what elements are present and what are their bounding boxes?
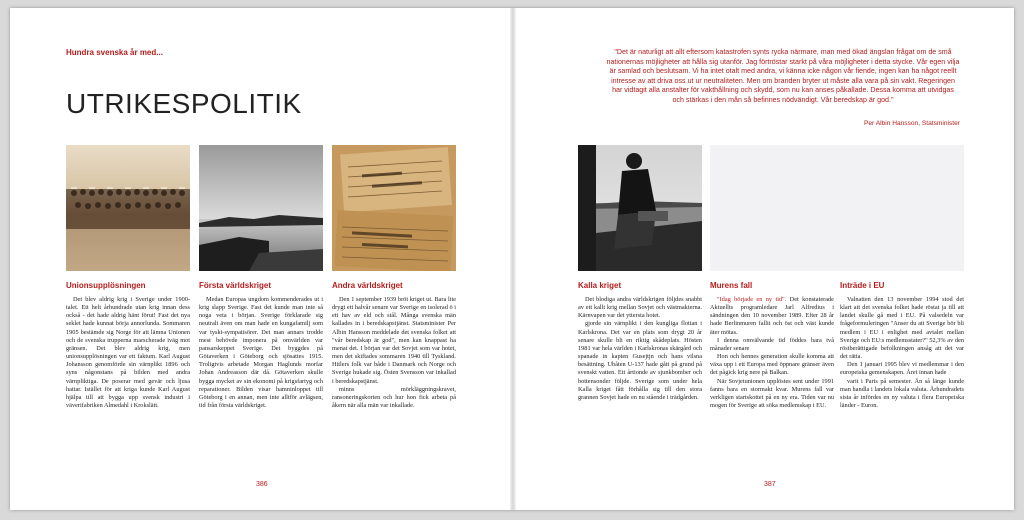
- paragraph: Det blodiga andra världskrigen följdes snabbt av ett kallt krig mellan Sovjet och västmakterna. Kärnvapen var det yttersta hotet.: [578, 296, 702, 320]
- column-heading: Unionsupplösningen: [66, 281, 146, 290]
- paragraph-text: Det konstaterade Aktuellts programledare Jarl Alfredius i sändningen den 10 november 1989. Efter 28 år hade Berlinmuren fallit och öst och väst kunde äter mötas.: [710, 296, 834, 336]
- paragraph: Den 1 januari 1995 blev vi medlemmar i den europeiska gemenskapen. Året innan hade: [840, 361, 964, 377]
- paragraph: Det blev aldrig krig i Sverige under 1900-talet. Ett helt århundrade utan krig innan dess också - det hade aldrig hänt förut! Fast det nya seklet hade kunnat börja annorlunda. Sommaren 1905 bestämde sig Norge för att lämna Unionen och de svenska trupperna marscherade iväg mot gränsen. Det blev aldrig krig, men unionsupplösningen var ett faktum. Karl August Johansson genomförde sin värnplikt 1896 och syns någonstans på bilden med andra värnpliktiga. De poserar med gevär och ljusa hattar. Istället för att kriga kunde Karl August hjälpa till att bygga upp svensk industri i väverifabriken Almedahl i Krokslätt.: [66, 296, 190, 410]
- page-number: 386: [256, 481, 268, 488]
- photo-harbor: [199, 145, 323, 271]
- paragraph: [710, 296, 834, 337]
- left-page: [10, 8, 510, 510]
- book-spread: [10, 8, 1014, 510]
- paragraph: gjorde sin värnplikt i den kungliga flottan i Karlskrona. Det var en plats som drygt 20 år senare skulle bli en riktig skådeplats. Hösten 1981 var hela världen i Karlskronas skärgård och spanade in kapten Gusejtjn och hans vilsna besättning. Ubåten U-137 hade gått på grund på svenskt vatten. Ett årtionde av sjunkbomber och bottensonder följde. Sverige som under hela Kalla kriget fått förhålla sig till den stora grannen Sovjet hade en nu stående i trädgården.: [578, 320, 702, 401]
- photo-soldiers: [66, 145, 190, 271]
- paragraph: Den 1 september 1939 bröt kriget ut. Bara lite drygt ett halvår senare var Sverige en isolerad ö i ett hav av eld och stål. Många svenska män kallades in i beredskapstjänst. Statsminister Per Albin Hansson meddelade det svenska folket att "vår beredskap är god", men kan knappast ha menat det. I början var det Sovjet som var hotet, men det skiftades sommaren 1940 till Tyskland. Hitlers folk var både i Danmark och Norge och Sverige hukade sig. Östen Svensson var inkallad i beredskapstjänst.: [332, 296, 456, 385]
- page-number: 387: [764, 481, 776, 488]
- paragraph: Hon och hennes generation skulle komma att växa upp i ett Europa med öppnare gränser även det pågick krig nere på Balkan.: [710, 353, 834, 377]
- column-text: [710, 296, 834, 410]
- column-text: [66, 296, 190, 410]
- column-heading: Kalla kriget: [578, 281, 622, 290]
- paragraph: Valnatten den 13 november 1994 stod det klart att det svenska folket hade röstat ja till att landet skulle gå med i EU. På valsedeln var frågeformuleringen "Anser du att Sverige bör bli medlem i EU i enlighet med avtalet mellan Sverige och EU:s medlemsstater?" 52,3% av den röstberättigade befolkningen ansåg att det var det rätta.: [840, 296, 964, 361]
- paragraph: I denna omvälvande tid föddes bara två månader senare: [710, 336, 834, 352]
- paragraph: Medan Europas ungdom kommenderades ut i krig slapp Sverige. Fast det kunde man inte så noga veta i början. Sverige förklarade sig neutralt även om man hade en kungafamilj som var tyskt-sympatisörer. Det man annars trodde mest behövde imponera på omvärlden var pansarskeppet Sverige. Det byggdes på Götaverken i Göteborg och sjösattes 1915. Troligtvis arbetade Morgan Haglunds morfar Johan Andreasson där då. Götaverken skulle bygga mycket av sin ekonomi på krigsfartyg och reparationer. Bilden visar hamninloppet till Göteborg i en annan, men inte alltför avlägsen, tid från första världskriget.: [199, 296, 323, 410]
- highlight-quote: "Idag började en ny tid".: [717, 296, 787, 303]
- column-heading: Murens fall: [710, 281, 753, 290]
- running-head: Hundra svenska år med...: [66, 48, 163, 57]
- image-placeholder: [710, 145, 964, 271]
- column-text: [199, 296, 323, 410]
- page-title: UTRIKESPOLITIK: [66, 88, 302, 119]
- photo-sailor: [578, 145, 702, 271]
- photo-document: [332, 145, 456, 271]
- paragraph: varit i Paris på semester. Än så länge kunde man handla i landets lokala valuta. Århundradets sista år infördes en ny valuta i flera Europeiska länder - Euron.: [840, 377, 964, 410]
- column-heading: Andra världskriget: [332, 281, 403, 290]
- column-text: [332, 296, 456, 410]
- paragraph: minns mörkläggningskravet, ransoneringskorten och hur hon fick arbeta på åkern när alla män var inkallade.: [332, 385, 456, 410]
- column-heading: Första världskriget: [199, 281, 272, 290]
- column-text: [840, 296, 964, 410]
- paragraph: När Sovjetunionen upplöstes sent under 1991 fanns bara en stormakt kvar. Murens fall var verkligen startskottet på en ny era. Tiden var nu mogen för Sverige att söka medlemskap i EU.: [710, 377, 834, 410]
- quote-author: Per Albin Hansson, Statsminister: [863, 120, 960, 127]
- quote: "Det är naturligt att allt eftersom katastrofen synts rycka närmare, man med ökad ängslan frågat om de små nationernas möjligheter att hålla sig utanför. Jag förtröstar starkt på våra möjligheter i detta stycke. Vår egen vilja är samlad och beslutsam. Vi ha intet otalt med andra, vi känna icke någon vår fiende, ingen kan ha något reellt intresse av att driva oss ut ur neutraliteten. Men om branden bryter ut måste alla vara på sin vakt. Regeringen har vidtagit alla anstalter för vakthållning och skydd, som nu kan anses påkallade. Dessa komma att utvidgas och stärkas i den mån så befinnes nödvändigt. Vår beredskap är god.": [606, 48, 960, 104]
- column-heading: Inträde i EU: [840, 281, 885, 290]
- column-text: [578, 296, 702, 402]
- right-page: [514, 8, 1014, 510]
